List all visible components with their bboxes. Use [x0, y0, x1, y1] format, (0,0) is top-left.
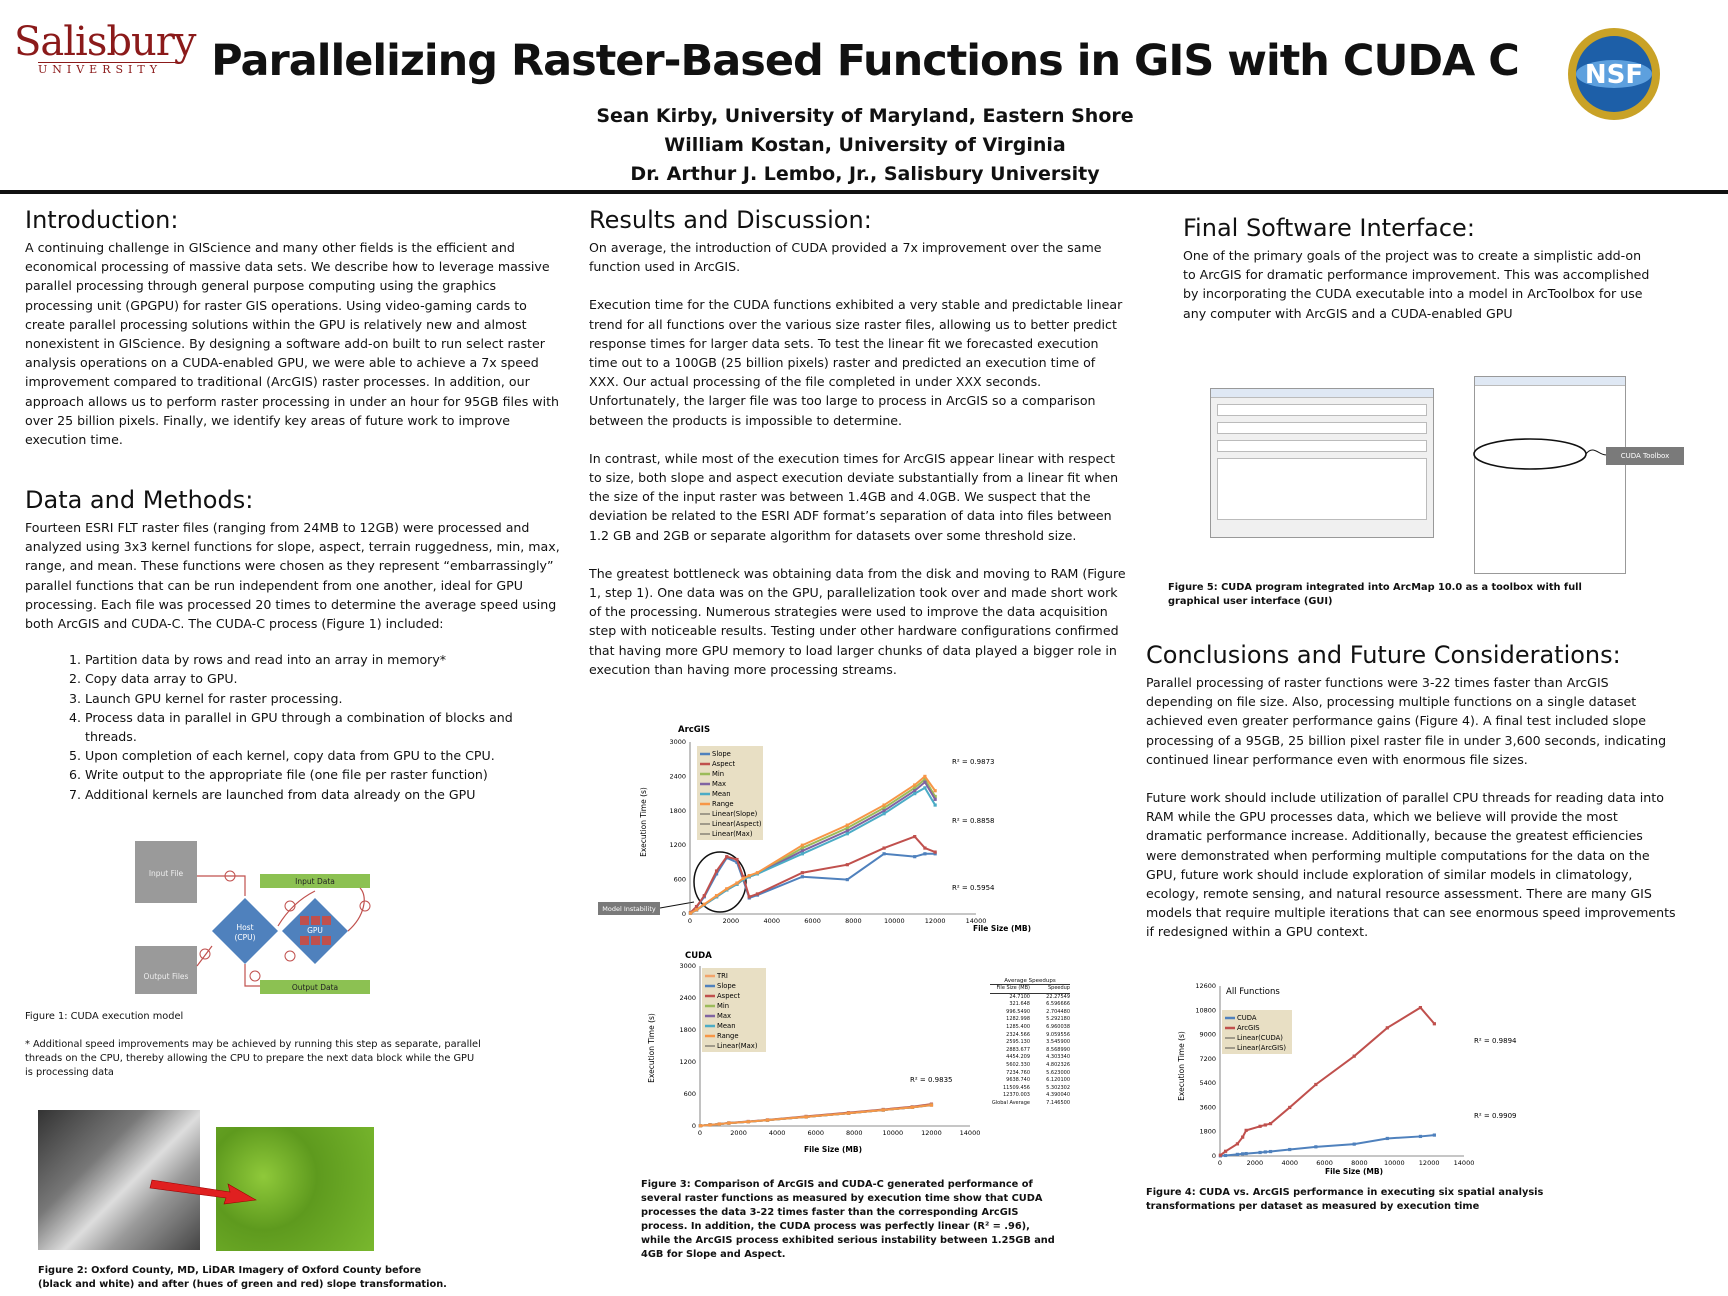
data-point: [715, 894, 718, 897]
legend-label: Aspect: [712, 760, 736, 768]
results-section: [589, 206, 1129, 679]
y-tick-label: 3000: [679, 962, 696, 970]
step-item: 3. Launch GPU kernel for raster processing.: [85, 689, 560, 708]
data-point: [801, 871, 804, 874]
data-point: [747, 1120, 750, 1123]
table-row: [990, 1024, 1070, 1032]
logo-sub: UNIVERSITY: [38, 62, 178, 76]
nsf-text: NSF: [1584, 60, 1644, 90]
r2-annotation: R² = 0.9873: [952, 758, 995, 766]
data-point: [934, 789, 937, 792]
data-point: [801, 852, 804, 855]
x-tick-label: 8000: [846, 1129, 863, 1137]
model-instability-label: Model Instability: [602, 905, 656, 913]
data-point: [913, 855, 916, 858]
y-tick-label: 2400: [679, 994, 696, 1002]
x-tick-label: 8000: [845, 917, 862, 925]
data-point: [846, 832, 849, 835]
data-point: [735, 881, 738, 884]
x-axis-label: File Size (MB): [972, 924, 1032, 933]
y-tick-label: 12600: [1195, 982, 1216, 990]
table-cell: 1282.998: [1006, 1016, 1030, 1023]
arcgis-chart: [590, 722, 1032, 942]
x-tick-label: 4000: [768, 1129, 786, 1137]
x-tick-label: 10000: [882, 1129, 904, 1137]
x-tick-label: 0: [697, 1129, 703, 1137]
conclusions-p2: Future work should include utilization of parallel CPU threads for reading data into RAM while the GPU processes data, which we believe will provide the most dramatic performance increase. Additionally, because the greatest efficiencies were demonstrated when performing multiple computations for the data on the GPU, future work should include exploration of similar models in climatology, ecology, remote sensing, and natural resource assessment. There are many GIS models that require multiple iterations that can see enormous speed improvements if redesigned within a GPU context.: [1146, 790, 1676, 940]
table-header: [990, 985, 1070, 994]
x-tick-label: 2000: [730, 1129, 747, 1137]
table-cell: 2324.566: [1006, 1031, 1030, 1038]
figure-1-diagram: [130, 836, 390, 996]
y-tick-label: 1800: [679, 1026, 696, 1034]
data-point: [756, 871, 759, 874]
y-tick-label: 600: [683, 1090, 696, 1098]
table-cell: 5.623000: [1046, 1069, 1070, 1076]
data-point: [882, 852, 885, 855]
y-tick-label: 9000: [1199, 1030, 1216, 1039]
legend-label: Min: [717, 1002, 730, 1010]
y-tick-label: 10800: [1195, 1006, 1216, 1015]
table-row: [990, 1085, 1070, 1093]
intro-heading: Introduction:: [25, 206, 179, 234]
input-file-label: Input File: [148, 869, 184, 878]
table-row: [990, 1016, 1070, 1024]
data-point: [1433, 1022, 1436, 1025]
data-point: [703, 903, 706, 906]
data-point: [801, 844, 804, 847]
data-point: [847, 1112, 850, 1115]
table-row: [990, 1039, 1070, 1047]
table-row: [990, 1070, 1070, 1078]
series-line-cuda: [1220, 1135, 1434, 1156]
output-files-label: Output Files: [143, 972, 189, 981]
x-tick-label: 4000: [1281, 1159, 1298, 1167]
x-tick-label: 2000: [1246, 1159, 1264, 1167]
table-cell: 11509.456: [1002, 1084, 1030, 1091]
x-tick-label: 10000: [1383, 1159, 1405, 1167]
cuda-chart: [590, 948, 990, 1158]
data-point: [1269, 1122, 1272, 1125]
x-tick-label: 6000: [1316, 1159, 1333, 1167]
step-item: 5. Upon completion of each kernel, copy data from GPU to the CPU.: [85, 746, 560, 765]
y-tick-label: 0: [681, 910, 686, 918]
step-item: 6. Write output to the appropriate file (one file per raster function): [85, 765, 560, 784]
figure-4-caption: Figure 4: CUDA vs. ArcGIS performance in executing six spatial analysis transformations per dataset as measured by execution time: [1146, 1187, 1544, 1212]
figure-2-caption: Figure 2: Oxford County, MD, LiDAR Imagery of Oxford County before (black and white) and after (hues of green and red) slope transformation.: [38, 1265, 447, 1290]
data-point: [930, 1103, 933, 1106]
r2-annotation: R² = 0.9894: [1474, 1037, 1517, 1045]
cuda-toolbox-callout: CUDA Toolbox: [1606, 447, 1684, 465]
data-point: [911, 1106, 914, 1109]
data-point: [846, 863, 849, 866]
r2-annotation: R² = 0.8858: [952, 817, 995, 825]
data-point: [756, 892, 759, 895]
table-cell: Global Average: [991, 1099, 1030, 1106]
step-item: 1. Partition data by rows and read into an array in memory*: [85, 650, 560, 669]
legend-label: Range: [717, 1032, 739, 1040]
data-point: [934, 850, 937, 853]
x-tick-label: 4000: [763, 917, 780, 925]
data-point: [882, 803, 885, 806]
y-tick-label: 1200: [679, 1058, 696, 1066]
r2-annotation: R² = 0.9835: [910, 1076, 953, 1084]
logo-name: Salisbury: [14, 19, 196, 65]
author-1: Sean Kirby, University of Maryland, Eastern Shore: [596, 105, 1134, 127]
conclusions-section: [1146, 641, 1676, 942]
data-point: [1245, 1152, 1248, 1155]
data-point: [1386, 1026, 1389, 1029]
data-point: [1241, 1152, 1244, 1155]
figure-1-note: * Additional speed improvements may be achieved by running this step as separate, parallel threads on the CPU, thereby allowing the CPU to prepare the next data block while the GPU is processing data: [25, 1039, 481, 1078]
legend-label: CUDA: [1237, 1014, 1257, 1022]
x-tick-label: 12000: [924, 917, 946, 925]
legend-label: Max: [712, 780, 727, 788]
y-axis-label: Execution Time (s): [1177, 1031, 1186, 1101]
x-tick-label: 0: [1217, 1159, 1223, 1167]
data-point: [882, 1108, 885, 1111]
speedup-table: [990, 978, 1070, 1108]
table-cell: 7234.760: [1006, 1069, 1030, 1076]
data-point: [1236, 1142, 1239, 1145]
chart-title: CUDA: [685, 951, 712, 961]
data-point: [913, 783, 916, 786]
methods-section: [25, 486, 560, 804]
table-cell: 9.059556: [1046, 1031, 1070, 1038]
x-tick-label: 0: [687, 917, 693, 925]
table-body: [990, 985, 1070, 1108]
intro-section: [25, 206, 560, 449]
final-heading: Final Software Interface:: [1183, 214, 1475, 242]
arctoolbox-screenshot: [1474, 376, 1626, 574]
data-point: [727, 1121, 730, 1124]
chart-title: ArcGIS: [678, 725, 711, 735]
data-point: [1258, 1151, 1261, 1154]
data-point: [1264, 1123, 1267, 1126]
conclusions-p1: Parallel processing of raster functions were 3-22 times faster than ArcGIS depending on file size. Also, processing multiple functions on a single dataset achieved even greater performance gains (Figure 4). A final test included slope processing of a 95GB, 25 billion pixel raster file in under 3,600 seconds, indicating continued linear performance even with enormous file sizes.: [1146, 675, 1667, 767]
series-line-slope: [690, 854, 935, 913]
y-tick-label: 1200: [669, 841, 686, 850]
r2-annotation: R² = 0.9909: [1474, 1112, 1517, 1120]
x-tick-label: 6000: [807, 1129, 824, 1137]
data-point: [1269, 1150, 1272, 1153]
figure-1-caption: Figure 1: CUDA execution model: [25, 1011, 184, 1022]
table-cell: 5602.330: [1006, 1061, 1030, 1068]
x-tick-label: 12000: [1418, 1159, 1440, 1167]
data-point: [703, 894, 706, 897]
data-point: [695, 905, 698, 908]
y-tick-label: 2400: [669, 772, 686, 781]
data-point: [1288, 1148, 1291, 1151]
data-point: [934, 803, 937, 806]
data-point: [748, 874, 751, 877]
x-tick-label: 8000: [1351, 1159, 1368, 1167]
methods-text: Fourteen ESRI FLT raster files (ranging from 24MB to 12GB) were processed and analyzed using 3x3 kernel functions for slope, aspect, terrain ruggedness, min, max, range, and mean. These functions were chosen as they represent “embarrassingly” parallel functions that can be run independent from one another, ideal for GPU processing. Each file was processed 20 times to determine the average speed using both ArcGIS and CUDA-C. The CUDA-C process (Figure 1) included:: [25, 520, 560, 632]
table-cell: 3.545900: [1046, 1039, 1070, 1046]
author-3: Dr. Arthur J. Lembo, Jr., Salisbury University: [630, 163, 1100, 185]
toolbox-highlight: [1470, 432, 1620, 472]
legend-label: Max: [717, 1012, 732, 1020]
table-cell: 8.568990: [1046, 1046, 1070, 1053]
r2-annotation: R² = 0.5954: [952, 884, 995, 892]
data-point: [695, 908, 698, 911]
data-point: [1224, 1154, 1227, 1157]
intro-text: A continuing challenge in GIScience and many other fields is the efficient and economical processing of massive data sets. We describe how to leverage massive parallel processing through general purpose computing using the graphics processing unit (GPGPU) for raster GIS operations. Using video-gaming cards to create parallel processing solutions within the GPU is relatively new and almost nonexistent in GIScience. By designing a software add-on built to run select raster analysis operations on a CUDA-enabled GPU, we were able to achieve a 7x speed improvement compared to traditional (ArcGIS) raster processes. In addition, our approach allows us to perform raster processing in under an hour for 95GB files with over 25 billion pixels. Finally, we identify key areas of future work to improve execution time.: [25, 240, 560, 448]
table-cell: 2595.130: [1006, 1039, 1030, 1046]
legend-label: Range: [712, 800, 734, 808]
table-cell: 6.120100: [1046, 1077, 1070, 1084]
table-cell: 4.390040: [1046, 1092, 1070, 1099]
methods-steps: [25, 650, 560, 804]
data-point: [923, 775, 926, 778]
y-tick-label: 3000: [669, 738, 686, 746]
data-point: [1353, 1143, 1356, 1146]
step-item: 7. Additional kernels are launched from data already on the GPU: [85, 785, 560, 804]
table-row: [990, 1047, 1070, 1055]
results-heading: Results and Discussion:: [589, 206, 872, 234]
data-point: [846, 824, 849, 827]
nsf-seal-icon: [1566, 26, 1662, 122]
nsf-logo: [1566, 26, 1662, 122]
table-row: [990, 1077, 1070, 1085]
data-point: [1258, 1125, 1261, 1128]
table-row: [990, 1001, 1070, 1009]
table-cell: 9638.740: [1006, 1077, 1030, 1084]
y-tick-label: 3600: [1199, 1103, 1216, 1112]
y-tick-label: 7200: [1199, 1054, 1216, 1063]
results-p3: In contrast, while most of the execution times for ArcGIS appear linear with respect to size, both slope and aspect execution deviate substantially from a linear fit when the size of the input raster was between 1.4GB and 4.0GB. We suspect that the deviation be related to the ESRI ADF format’s separation of data into files between 1.2 GB and 2GB or separate algorithm for datasets over some threshold size.: [589, 450, 1119, 543]
x-tick-label: 6000: [804, 917, 821, 925]
x-tick-label: 10000: [883, 917, 905, 925]
transform-arrow-icon: [150, 1170, 260, 1210]
data-point: [923, 781, 926, 784]
host-label: Host: [236, 923, 254, 932]
all-functions-chart: [1172, 976, 1532, 1182]
data-point: [913, 835, 916, 838]
host-sub-label: (CPU): [234, 933, 256, 942]
table-cell: 6.960038: [1046, 1023, 1070, 1030]
final-interface-section: [1183, 214, 1653, 323]
legend-label: Mean: [712, 790, 731, 798]
y-tick-label: 1800: [1199, 1127, 1216, 1136]
table-row: [990, 1009, 1070, 1017]
table-row: [990, 1032, 1070, 1040]
authors: [400, 102, 1330, 189]
step-item: 2. Copy data array to GPU.: [85, 669, 560, 688]
data-point: [725, 887, 728, 890]
data-point: [1314, 1145, 1317, 1148]
input-data-label: Input Data: [295, 877, 335, 886]
data-point: [1219, 1154, 1222, 1157]
data-point: [1433, 1133, 1436, 1136]
table-cell: 321.648: [1009, 1001, 1030, 1008]
data-point: [699, 1124, 702, 1127]
data-point: [715, 869, 718, 872]
chart-title: All Functions: [1226, 987, 1280, 997]
cuda-dialog-screenshot: [1210, 388, 1434, 538]
legend-label: Linear(CUDA): [1237, 1034, 1283, 1042]
y-axis-label: Execution Time (s): [639, 787, 648, 857]
table-header-cell: File Size (MB): [996, 985, 1030, 991]
results-p4: The greatest bottleneck was obtaining data from the disk and moving to RAM (Figure 1, step 1). One data was on the GPU, parallelization took over and made short work of the processing. Numerous strategies were used to improve the data acquisition step with noticeable results. Testing under other hardware configurations confirmed that having more GPU memory to load larger chunks of data played a bigger role in execution than having more processing streams.: [589, 565, 1126, 677]
legend-label: Linear(Max): [717, 1042, 758, 1050]
results-p1: On average, the introduction of CUDA provided a 7x improvement over the same function used in ArcGIS.: [589, 240, 1102, 275]
data-point: [882, 846, 885, 849]
table-cell: 996.5490: [1006, 1008, 1030, 1015]
data-point: [1236, 1153, 1239, 1156]
series-line-range: [700, 1105, 931, 1126]
flow-arrow: [245, 964, 260, 986]
legend-label: ArcGIS: [1237, 1024, 1260, 1032]
legend-label: Slope: [717, 982, 736, 990]
table-cell: 2.704480: [1046, 1008, 1070, 1015]
data-point: [1264, 1150, 1267, 1153]
table-cell: 5.292180: [1046, 1016, 1070, 1023]
x-tick-label: 2000: [722, 917, 740, 925]
data-point: [742, 877, 745, 880]
y-axis-label: Execution Time (s): [647, 1013, 656, 1083]
table-cell: 4.303340: [1046, 1054, 1070, 1061]
data-point: [1314, 1083, 1317, 1086]
table-title: Average Speedups: [990, 978, 1070, 985]
legend-label: Linear(ArcGIS): [1237, 1044, 1287, 1052]
table-cell: 2883.677: [1006, 1046, 1030, 1053]
legend-label: Min: [712, 770, 725, 778]
final-text: One of the primary goals of the project was to create a simplistic add-on to ArcGIS for dramatic performance improvement. This was accomplished by incorporating the CUDA executable into a model in ArcToolbox for use any computer with ArcGIS and a CUDA-enabled GPU: [1183, 248, 1650, 321]
data-point: [846, 878, 849, 881]
flow-arrow: [197, 876, 245, 896]
x-tick-label: 14000: [965, 917, 987, 925]
legend-label: Mean: [717, 1022, 736, 1030]
data-point: [766, 1119, 769, 1122]
gpu-label: GPU: [307, 926, 323, 935]
callout-line: [660, 902, 694, 908]
data-point: [1224, 1150, 1227, 1153]
table-cell: 6.596666: [1046, 1001, 1070, 1008]
figure-3-caption: Figure 3: Comparison of ArcGIS and CUDA-C generated performance of several raster functions as measured by execution time show that CUDA processes the data 3-22 times faster than the corresponding ArcGIS process. In addition, the CUDA process was perfectly linear (R² = .96), while the ArcGIS process exhibited serious instability between 1.25GB and 4GB for Slope and Aspect.: [641, 1179, 1055, 1260]
output-data-label: Output Data: [291, 983, 339, 992]
table-cell: 4454.209: [1006, 1054, 1030, 1061]
legend-label: Aspect: [717, 992, 741, 1000]
y-tick-label: 1800: [669, 806, 686, 815]
data-point: [1245, 1129, 1248, 1132]
data-point: [801, 849, 804, 852]
legend-label: TRI: [717, 972, 728, 980]
data-point: [1353, 1055, 1356, 1058]
data-point: [801, 875, 804, 878]
methods-heading: Data and Methods:: [25, 486, 254, 514]
x-tick-label: 12000: [921, 1129, 942, 1137]
data-point: [718, 1123, 721, 1126]
results-p2: Execution time for the CUDA functions exhibited a very stable and predictable linear trend for all functions over the various size raster files, allowing us to better predict response times for larger data sets. To test the linear fit we forecasted execution time out to a 100GB (25 billion pixels) raster and predicted an execution time of XXX. Our actual processing of the file completed in under XXX seconds. Unfortunately, the larger file was too large to process in ArcGIS so a comparison between the products is impossible to determine.: [589, 297, 1123, 428]
data-point: [1386, 1137, 1389, 1140]
table-cell: 24.7100: [1009, 993, 1030, 1000]
header-divider: [0, 190, 1728, 194]
data-point: [1288, 1106, 1291, 1109]
data-point: [1419, 1135, 1422, 1138]
table-row: [990, 1054, 1070, 1062]
x-axis-label: File Size (MB): [1324, 1167, 1384, 1176]
data-point: [708, 1123, 711, 1126]
y-tick-label: 5400: [1199, 1079, 1216, 1088]
x-tick-label: 14000: [1453, 1159, 1475, 1167]
table-cell: 5.302302: [1046, 1084, 1070, 1091]
y-tick-label: 600: [673, 875, 686, 884]
data-point: [923, 786, 926, 789]
poster-title: Parallelizing Raster-Based Functions in GIS with CUDA C: [211, 36, 1519, 86]
x-tick-label: 14000: [959, 1129, 981, 1137]
legend-label: Linear(Slope): [712, 810, 758, 818]
y-tick-label: 0: [1211, 1152, 1216, 1160]
table-row: [990, 1092, 1070, 1100]
conclusions-heading: Conclusions and Future Considerations:: [1146, 641, 1621, 669]
legend-label: Slope: [712, 750, 731, 758]
table-cell: 1285.400: [1006, 1023, 1030, 1030]
figure-5-caption: Figure 5: CUDA program integrated into ArcMap 10.0 as a toolbox with full graphical user interface (GUI): [1168, 582, 1582, 607]
legend-label: Linear(Aspect): [712, 820, 762, 828]
y-tick-label: 0: [691, 1122, 696, 1130]
data-point: [923, 846, 926, 849]
data-point: [913, 792, 916, 795]
table-cell: 12370.003: [1002, 1092, 1030, 1099]
table-cell: 7.146500: [1046, 1099, 1070, 1106]
data-point: [934, 798, 937, 801]
table-cell: 4.802326: [1046, 1061, 1070, 1068]
data-point: [1419, 1006, 1422, 1009]
data-point: [923, 852, 926, 855]
data-point: [882, 812, 885, 815]
table-row: [990, 994, 1070, 1002]
table-row: [990, 1100, 1070, 1108]
data-point: [804, 1115, 807, 1118]
data-point: [1241, 1136, 1244, 1139]
data-point: [735, 858, 738, 861]
series-line-aspect: [690, 837, 935, 913]
salisbury-logo: [14, 19, 196, 76]
data-point: [689, 912, 692, 915]
table-row: [990, 1062, 1070, 1070]
table-header-cell: Speedup: [1047, 985, 1070, 991]
table-cell: 22.27549: [1046, 993, 1070, 1000]
data-point: [725, 855, 728, 858]
x-axis-label: File Size (MB): [803, 1145, 863, 1154]
data-point: [748, 895, 751, 898]
legend-label: Linear(Max): [712, 830, 753, 838]
step-item: 4. Process data in parallel in GPU through a combination of blocks and threads.: [85, 708, 560, 746]
author-2: William Kostan, University of Virginia: [664, 134, 1066, 156]
output-files-image: [135, 946, 197, 994]
